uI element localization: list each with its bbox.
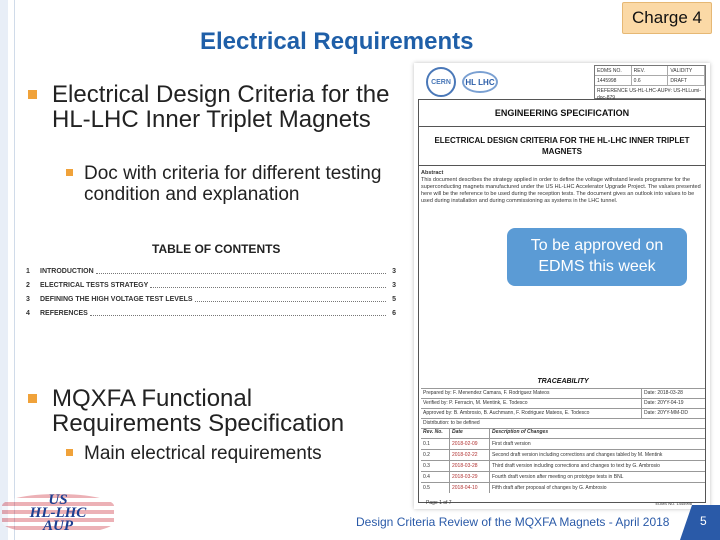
footer-text: Design Criteria Review of the MQXFA Magnets - April 2018 [356,515,670,529]
rev-header: Description of Changes [489,429,705,438]
bullet-square-icon [66,449,73,456]
cern-logo: CERN [426,67,456,97]
ref-value: 1445998 [595,76,632,85]
bullet-electrical-design-criteria [26,82,396,132]
toc-num: 2 [26,282,30,289]
toc-page: 3 [392,282,396,289]
rev-date: 2018-04-10 [449,483,489,493]
toc-page: 3 [392,268,396,275]
toc-label: INTRODUCTION [40,268,94,275]
revision-row [421,449,705,460]
rev-date: 2018-03-28 [449,461,489,471]
logo-line-3: AUP [43,518,73,534]
toc-row [26,282,396,289]
toc-dots [195,296,386,302]
sub-bullet-main-electrical [66,443,386,464]
rev-date: 2018-02-22 [449,450,489,460]
revision-row [421,482,705,493]
toc-dots [96,268,386,274]
bullet-text: Electrical Design Criteria for the HL-LHC Inner Triplet Magnets [52,81,390,133]
rev-desc: Fifth draft after proposal of changes by G. Ambrosio [489,483,705,493]
rev-header: Rev. No. [423,429,443,435]
trace-left: Approved by: B. Ambrosio, B. Auchmann, F. Rodriguez Mateos, E. Todesco [423,410,590,416]
rev-desc: First draft version [489,439,705,449]
logo-line-2: HL-LHC [29,505,87,521]
trace-row [421,408,705,418]
eng-spec-heading: ENGINEERING SPECIFICATION [494,108,630,118]
revision-row [421,471,705,482]
engineering-spec-document [414,63,710,509]
trace-right: Date: 20YY-04-19 [641,399,705,408]
toc-num: 4 [26,310,30,317]
ref-header: REV. [632,66,669,75]
rev-header: Date [449,429,489,438]
left-band [0,0,8,540]
distribution: Distribution: to be defined [423,420,480,426]
toc-label: REFERENCES [40,310,88,317]
distribution-row [421,418,705,428]
trace-left: Prepared by: F. Menendez Camara, F. Rodriguez Mateos [423,390,550,396]
sub-bullet-text: Doc with criteria for different testing condition and explanation [84,163,382,205]
toc-row [26,310,396,317]
toc-label: ELECTRICAL TESTS STRATEGY [40,282,149,289]
ref-value: DRAFT [668,76,705,85]
approval-callout: To be approved on EDMS this week [507,228,687,286]
sub-bullet-text: Main electrical requirements [84,443,322,464]
hl-lhc-logo: HL LHC [462,71,498,93]
toc-title: TABLE OF CONTENTS [152,242,281,256]
ref-header: EDMS NO. [595,66,632,75]
rev-desc: Second draft version including corrections and changes tabled by M. Mentink [489,450,705,460]
rev-desc: Third draft version including corrections and changes to text by G. Ambrosio [489,461,705,471]
ref-header-row [595,66,705,76]
revision-row [421,460,705,471]
abstract [421,170,703,205]
bullet-square-icon [28,90,37,99]
trace-left: Verified by: P. Ferracin, M. Mentink, E. Todesco [423,400,528,406]
abstract-text: This document describes the strategy applied in order to define the voltage withstand levels programme for the superconducting magnets manufactured under the US HL-LHC Accelerator Upgrade Project. The values presented here will be the reference to be used during the reception tests. The document gives an outlook into values to be used during installation and during commissioning as systems in the LHC tunnel. [421,177,701,204]
rev-no: 0.4 [423,474,430,480]
reference-table [594,65,706,99]
left-decor-stripe [0,0,22,540]
bullet-square-icon [66,169,73,176]
traceability-section [421,378,705,493]
rev-no: 0.2 [423,452,430,458]
slide-number: 5 [700,514,707,528]
us-hl-lhc-aup-logo [2,490,120,538]
trace-row [421,388,705,398]
abstract-label: Abstract [421,170,444,176]
charge-label-box [622,2,712,34]
ref-header: VALIDITY [668,66,705,75]
rev-date: 2018-03-29 [449,472,489,482]
document-body [418,99,706,503]
bullet-mqxfa-requirements [26,386,396,436]
revision-row [421,438,705,449]
ref-value-row [595,76,705,86]
traceability-heading: TRACEABILITY [537,378,589,385]
left-line [14,0,15,540]
bullet-square-icon [28,394,37,403]
page-counter: Page 1 of 7 [426,500,452,506]
trace-row [421,398,705,408]
toc-page: 5 [392,296,396,303]
toc-dots [90,310,386,316]
rev-date: 2018-02-09 [449,439,489,449]
edms-footer: EDMS NO. 1445998 [655,501,692,506]
toc-page: 6 [392,310,396,317]
rev-no: 0.5 [423,485,430,491]
toc-label: DEFINING THE HIGH VOLTAGE TEST LEVELS [40,296,193,303]
charge-label: Charge 4 [632,8,702,27]
rev-no: 0.3 [423,463,430,469]
logo-line-1: US [48,492,68,508]
toc-row [26,296,396,303]
trace-right: Date: 2018-03-28 [641,389,705,398]
table-of-contents [22,240,402,320]
trace-right: Date: 20YY-MM-DD [641,409,705,418]
sub-bullet-doc-criteria [66,163,386,205]
logo-text [2,494,114,533]
ref-value: 0.6 [632,76,669,85]
revision-header-row [421,428,705,438]
rev-no: 0.1 [423,441,430,447]
rev-desc: Fourth draft version after meeting on prototype tests in BNL [489,472,705,482]
document-title: ELECTRICAL DESIGN CRITERIA FOR THE HL-LHC INNER TRIPLET MAGNETS [419,126,705,166]
bullet-text: MQXFA Functional Requirements Specification [52,385,345,437]
slide-title: Electrical Requirements [200,28,474,55]
ref-reference: REFERENCE US-HL-LHC-AUP#: US-HLLumi-doc-879 [597,88,701,101]
toc-dots [150,282,386,288]
toc-num: 1 [26,268,30,275]
toc-num: 3 [26,296,30,303]
toc-row [26,268,396,275]
